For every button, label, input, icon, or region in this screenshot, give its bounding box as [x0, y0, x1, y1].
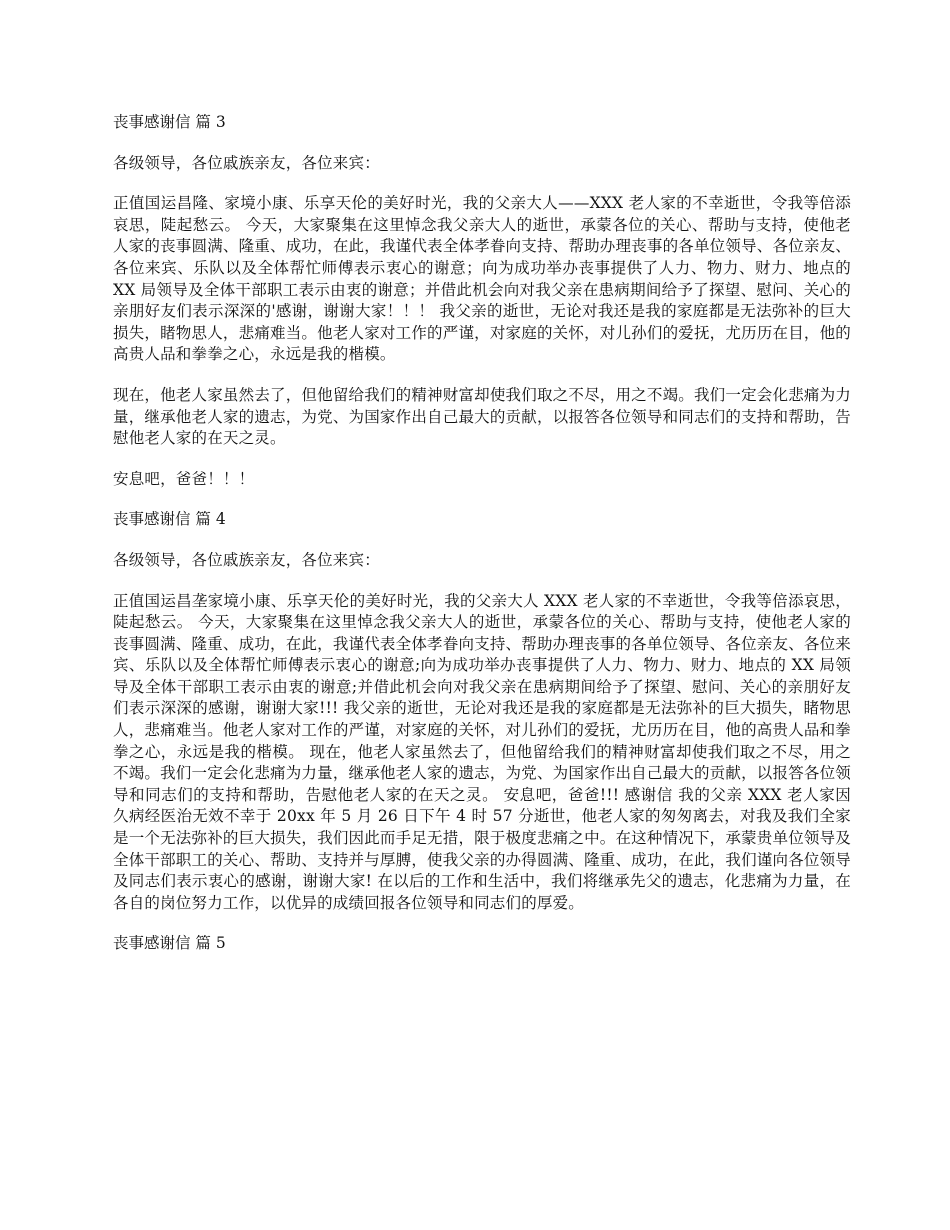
section-3-closing: 安息吧，爸爸！！！ — [113, 469, 255, 488]
document-page — [113, 112, 851, 974]
section-4-greeting: 各级领导，各位戚族亲友，各位来宾： — [113, 550, 380, 569]
section-4-body: 正值国运昌垄家境小康、乐享天伦的美好时光，我的父亲大人 XXX 老人家的不幸逝世，令我等倍添哀思，陡起愁云。 今天，大家聚集在这里悼念我父亲大人的逝世，承蒙各位的关心、帮助与支持，使他老人家的丧事圆满、隆重、成功，在此，我谨代表全体孝眷向支持、帮助办理丧事的各单位领导、各位亲友、各位来宾、乐队以及全体帮忙师傅表示衷心的谢意;向为成功举办丧事提供了人力、物力、财力、地点的 XX 局领导及全体干部职工表示由衷的谢意;并借此机会向对我父亲在患病期间给予了探望、慰问、关心的亲朋好友们表示深深的感谢，谢谢大家!!! 我父亲的逝世，无论对我还是我的家庭都是无法弥补的巨大损失，睹物思人，悲痛难当。他老人家对工作的严谨，对家庭的关怀，对儿孙们的爱抚，尤历历在目，他的高贵人品和拳拳之心，永远是我的楷模。 现在，他老人家虽然去了，但他留给我们的精神财富却使我们取之不尽，用之不竭。我们一定会化悲痛为力量，继承他老人家的遗志，为党、为国家作出自己最大的贡献，以报答各位领导和同志们的支持和帮助，告慰他老人家的在天之灵。 安息吧，爸爸!!! 感谢信 我的父亲 XXX 老人家因久病经医治无效不幸于 20xx 年 5 月 26 日下午 4 时 57 分逝世，他老人家的匆匆离去，对我及我们全家是一个无法弥补的巨大损失，我们因此而手足无措，限于极度悲痛之中。在这种情况下，承蒙贵单位领导及全体干部职工的关心、帮助、支持并与厚膊，使我父亲的办得圆满、隆重、成功，在此，我们谨向各位领导及同志们表示衷心的感谢，谢谢大家! 在以后的工作和生活中，我们将继承先父的遗志，化悲痛为力量，在各自的岗位努力工作，以优异的成绩回报各位领导和同志们的厚爱。 — [113, 591, 851, 912]
section-5-title: 丧事感谢信 篇 5 — [113, 934, 226, 953]
section-3-body-paragraph-1: 正值国运昌隆、家境小康、乐享天伦的美好时光，我的父亲大人——XXX 老人家的不幸逝世，令我等倍添哀思，陡起愁云。 今天，大家聚集在这里悼念我父亲大人的逝世，承蒙各位的关心、帮助与支持，使他老人家的丧事圆满、隆重、成功，在此，我谨代表全体孝眷向支持、帮助办理丧事的各单位领导、各位亲友、各位来宾、乐队以及全体帮忙师傅表示衷心的谢意；向为成功举办丧事提供了人力、物力、财力、地点的 XX 局领导及全体干部职工表示由衷的谢意；并借此机会向对我父亲在患病期间给予了探望、慰问、关心的亲朋好友们表示深深的'感谢，谢谢大家！！！ 我父亲的逝世，无论对我还是我的家庭都是无法弥补的巨大损失，睹物思人，悲痛难当。他老人家对工作的严谨，对家庭的关怀，对儿孙们的爱抚，尤历历在目，他的高贵人品和拳拳之心，永远是我的楷模。 — [113, 194, 851, 364]
section-3-greeting: 各级领导，各位戚族亲友，各位来宾： — [113, 153, 380, 172]
section-3-body-paragraph-2: 现在，他老人家虽然去了，但他留给我们的精神财富却使我们取之不尽，用之不竭。我们一定会化悲痛为力量，继承他老人家的遗志，为党、为国家作出自己最大的贡献，以报答各位领导和同志们的支持和帮助，告慰他老人家的在天之灵。 — [113, 385, 851, 448]
section-4-title: 丧事感谢信 篇 4 — [113, 510, 226, 529]
section-3-title: 丧事感谢信 篇 3 — [113, 113, 226, 131]
